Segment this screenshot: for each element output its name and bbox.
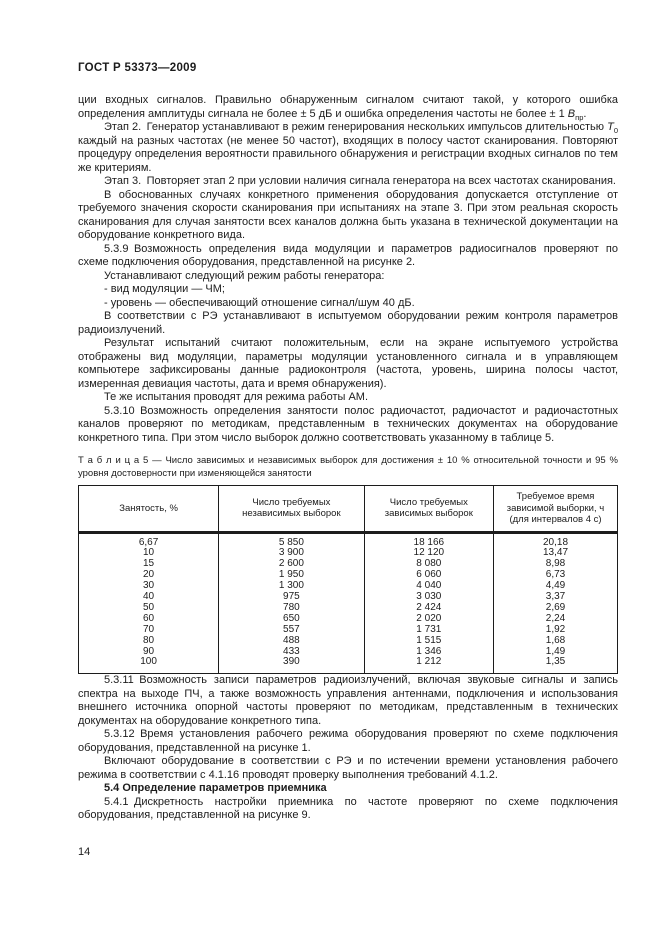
table-cell: 1 346 <box>364 647 493 658</box>
table-cell: 1 950 <box>219 570 365 581</box>
paragraph-generator-mode: Устанавливают следующий режим работы генератора: <box>104 269 385 282</box>
paragraph-etap-2-text: Этап 2. Генератор устанавливают в режим генерирования нескольких импульсов длительностью <box>104 121 608 133</box>
table-row <box>79 570 618 581</box>
table-cell: 10 <box>79 548 219 559</box>
table-cell: 6,73 <box>494 570 618 581</box>
paragraph-etap-3: Этап 3. Повторяет этап 2 при условии наличия сигнала генератора на всех частотах сканирования. <box>104 175 616 187</box>
table-5-col-header-dependent: Число требуемых зависимых выборок <box>364 486 493 533</box>
paragraph-5-3-9: 5.3.9 Возможность определения вида модуляции и параметров радиосигналов проверяют по схеме подключения оборудования, представленной на рисунке 2. <box>78 242 618 268</box>
table-cell: 975 <box>219 592 365 603</box>
table-cell: 2 020 <box>364 614 493 625</box>
table-cell: 557 <box>219 625 365 636</box>
list-item-modulation: - вид модуляции — ЧМ; <box>104 283 225 295</box>
subscript-pr: пр <box>575 112 584 122</box>
paragraph-5-3-12: 5.3.12 Время установления рабочего режима оборудования проверяют по схеме подключения оборудования, представленной на рисунке 1. <box>78 728 618 754</box>
table-cell: 780 <box>219 603 365 614</box>
table-row <box>79 581 618 592</box>
table-cell: 1,92 <box>494 625 618 636</box>
paragraph-5-4-1: 5.4.1 Дискретность настройки приемника по частоте проверяют по схеме подключения оборудования, представленной на рисунке 9. <box>78 795 618 822</box>
table-cell: 1,35 <box>494 657 618 673</box>
table-cell: 15 <box>79 559 219 570</box>
table-cell: 6 060 <box>364 570 493 581</box>
table-cell: 1 731 <box>364 625 493 636</box>
table-cell: 1 300 <box>219 581 365 592</box>
variable-v-pr: В <box>567 107 576 120</box>
table-row <box>79 625 618 636</box>
table-cell: 650 <box>219 614 365 625</box>
table-cell: 2,24 <box>494 614 618 625</box>
section-heading-5-4: 5.4 Определение параметров приемника <box>104 782 327 795</box>
list-item-level: - уровень — обеспечивающий отношение сигнал/шум 40 дБ. <box>104 296 415 309</box>
table-cell: 3 900 <box>219 548 365 559</box>
paragraph-intro-continuation <box>78 94 618 121</box>
table-5-body <box>79 532 618 674</box>
table-cell: 8,98 <box>494 559 618 570</box>
table-5-col-header-independent: Число требуемых независимых выборок <box>219 486 365 533</box>
table-cell: 1 212 <box>364 657 493 673</box>
table-cell: 6,67 <box>79 532 219 548</box>
table-cell: 2 424 <box>364 603 493 614</box>
paragraph-5-3-11: 5.3.11 Возможность записи параметров радиоизлучений, включая звуковые сигналы и запись спектра на выходе ПЧ, а также возможность управления антеннами, подключения и использования внешнего источника опорной частоты проверяют по методикам, представленным в технических документах на оборудование конкретного типа. <box>78 674 618 727</box>
paragraph-intro-end: . <box>583 107 587 120</box>
doc-title: ГОСТ Р 53373—2009 <box>78 62 197 74</box>
table-cell: 4 040 <box>364 581 493 592</box>
table-row <box>79 657 618 673</box>
table-cell: 2 600 <box>219 559 365 570</box>
table-cell: 1,68 <box>494 636 618 647</box>
table-row <box>79 559 618 570</box>
table-5-caption: Т а б л и ц а 5 — Число зависимых и независимых выборок для достижения ± 10 % относительной точности и 95 % уровня достоверности при изменяющейся занятости <box>78 455 618 479</box>
table-cell: 80 <box>79 636 219 647</box>
paragraph-justified-cases: В обоснованных случаях конкретного применения оборудования допускается отступление от требуемого значения скорости сканирования при испытаниях на этапе 3. При этом реальная скорость сканирования для случая занятости всех каналов должна быть указана в технической документации на оборудование конкретного вида. <box>78 188 618 241</box>
table-cell: 12 120 <box>364 548 493 559</box>
table-5-header <box>79 486 618 533</box>
table-cell: 4,49 <box>494 581 618 592</box>
table-cell: 100 <box>79 657 219 673</box>
table-cell: 1,49 <box>494 647 618 658</box>
paragraph-switch-on: Включают оборудование в соответствии с РЭ и по истечении времени установления рабочего режима в соответствии с 4.1.16 проводят проверку выполнения требований 4.1.2. <box>78 755 618 781</box>
table-row <box>79 614 618 625</box>
paragraph-test-result: Результат испытаний считают положительным, если на экране испытуемого устройства отображены вид модуляции, параметры модуляции установленного сигнала и в управляющем компьютере зафиксированы данные радиоконтроля (частота, уровень, ширина полосы частот, измеренная девиация частоты, дата и время обнаружения). <box>78 337 618 390</box>
table-cell: 30 <box>79 581 219 592</box>
table-cell: 1 515 <box>364 636 493 647</box>
table-cell: 433 <box>219 647 365 658</box>
table-cell: 70 <box>79 625 219 636</box>
table-row <box>79 592 618 603</box>
table-5 <box>78 485 618 674</box>
table-header-row <box>79 486 618 533</box>
table-cell: 5 850 <box>219 532 365 548</box>
variable-t0: Т <box>607 121 614 133</box>
page-number: 14 <box>78 846 91 858</box>
table-cell: 90 <box>79 647 219 658</box>
table-cell: 50 <box>79 603 219 614</box>
table-row <box>79 603 618 614</box>
subscript-0: 0 <box>613 126 618 136</box>
table-cell: 13,47 <box>494 548 618 559</box>
paragraph-5-3-10: 5.3.10 Возможность определения занятости полос радиочастот, радиочастот и радиочастотных каналов проверяют по методикам, представленным в технических документах на оборудование конкретного типа. При этом число выборок должно соответствовать указанному в таблице 5. <box>78 404 618 444</box>
table-5-col-header-occupancy: Занятость, % <box>79 486 219 533</box>
table-row <box>79 532 618 548</box>
page-content <box>78 62 618 823</box>
table-cell: 488 <box>219 636 365 647</box>
table-cell: 390 <box>219 657 365 673</box>
paragraph-am-mode: Те же испытания проводят для режима работы АМ. <box>104 391 369 403</box>
table-cell: 20 <box>79 570 219 581</box>
table-cell: 3 030 <box>364 592 493 603</box>
paragraph-re-mode: В соответствии с РЭ устанавливают в испытуемом оборудовании режим контроля параметров радиоизлучений. <box>78 310 618 336</box>
table-cell: 18 166 <box>364 532 493 548</box>
paragraph-etap-2-end: каждый на разных частотах (не менее 50 частот), входящих в полосу частот сканирования. Повторяют процедуру определения вероятности правильного обнаружения и регистрации входных сигналов по тем же критериям. <box>78 134 618 174</box>
table-cell: 20,18 <box>494 532 618 548</box>
paragraph-etap-2 <box>78 121 618 175</box>
table-cell: 60 <box>79 614 219 625</box>
table-cell: 3,37 <box>494 592 618 603</box>
table-row <box>79 548 618 559</box>
table-cell: 2,69 <box>494 603 618 614</box>
paragraph-intro-text: ции входных сигналов. Правильно обнаруженным сигналом считают такой, у которого ошибка определения амплитуды сигнала не более ± 5 дБ и ошибка определения частоты не более ± 1 <box>78 94 618 120</box>
table-cell: 40 <box>79 592 219 603</box>
table-cell: 8 080 <box>364 559 493 570</box>
table-row <box>79 636 618 647</box>
table-row <box>79 647 618 658</box>
table-5-col-header-time: Требуемое время зависимой выборки, ч (для интервалов 4 с) <box>494 486 618 533</box>
